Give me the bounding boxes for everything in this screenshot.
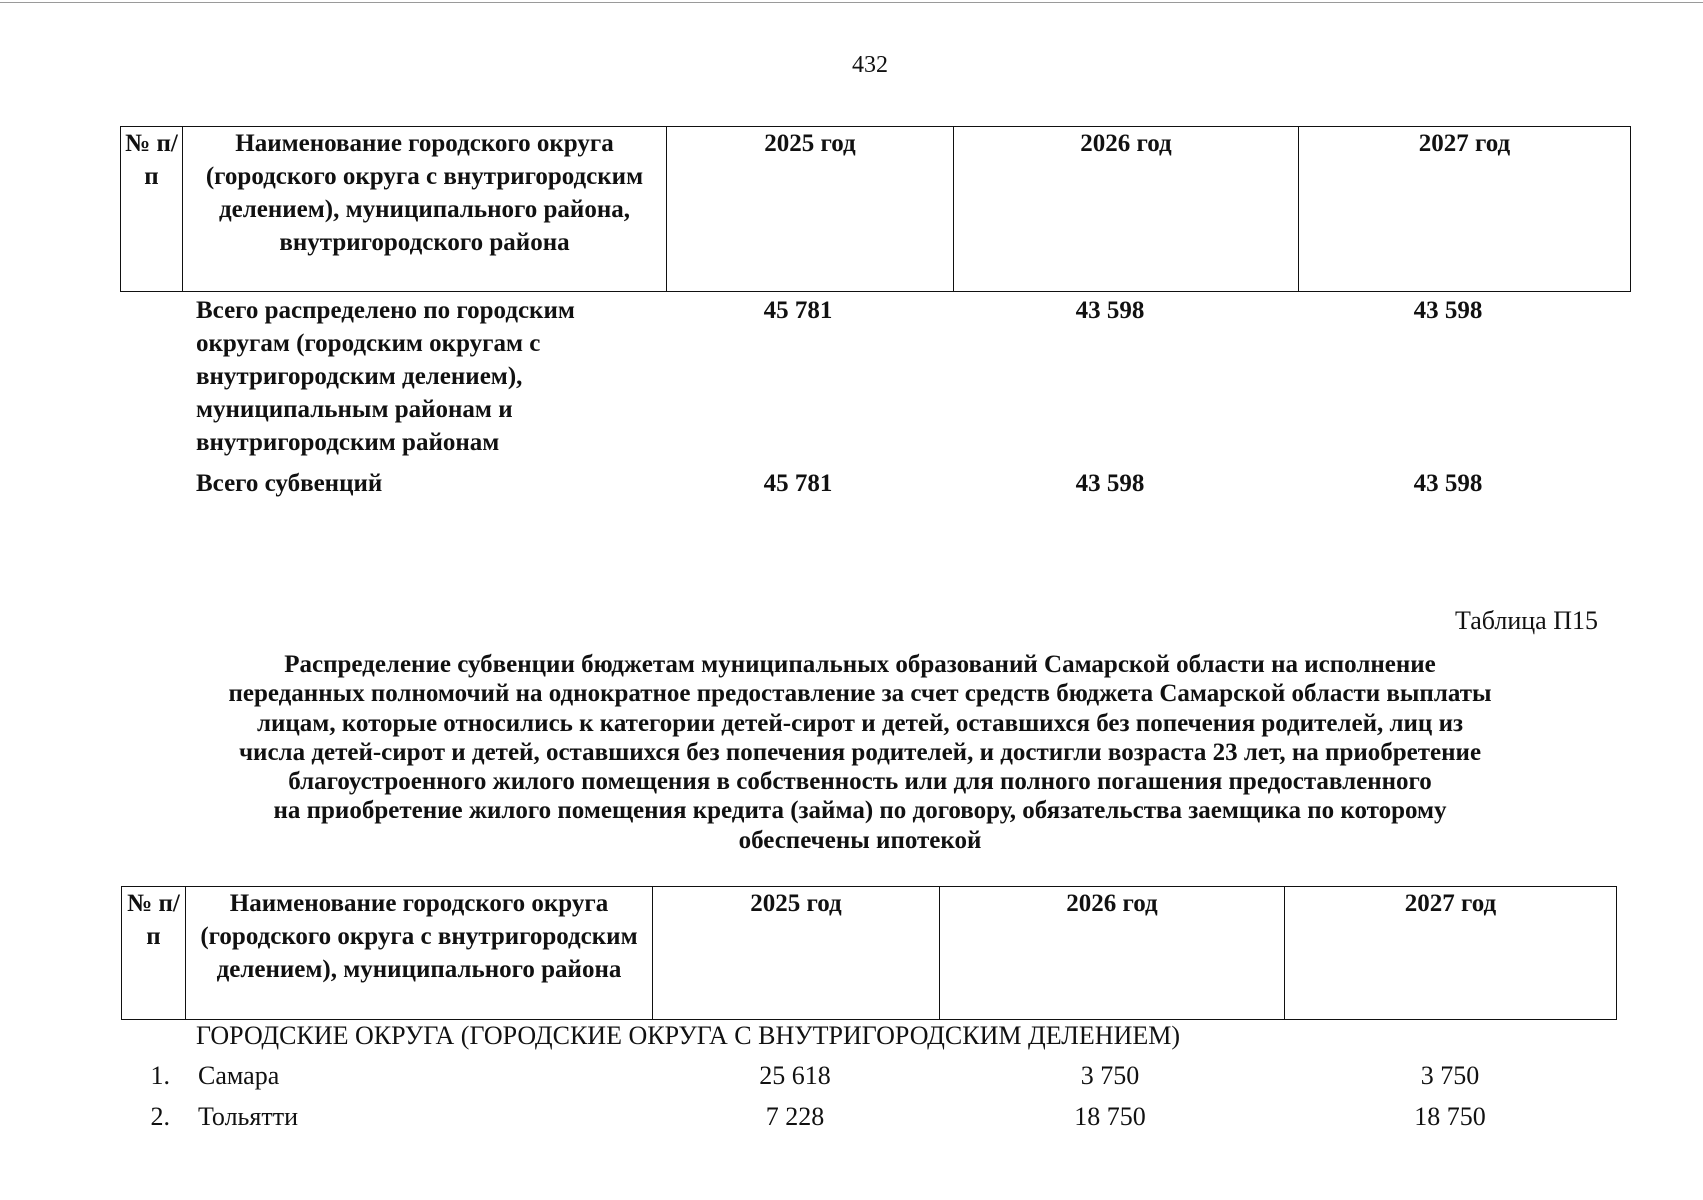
table-caption: Таблица П15 <box>1455 606 1598 635</box>
row-name: Тольятти <box>198 1102 299 1131</box>
total-distributed-2026: 43 598 <box>1075 297 1145 324</box>
row-index: 2. <box>150 1102 170 1131</box>
table2-header <box>121 886 1617 1020</box>
header-name-col: Наименование городского округа (городского округа с внутригородским делением), муниципального района <box>186 887 653 1020</box>
total-subventions-2027: 43 598 <box>1413 470 1483 497</box>
page-number: 432 <box>852 52 888 78</box>
row-value-2027: 3 750 <box>1420 1061 1480 1090</box>
row-value-2025: 25 618 <box>759 1061 831 1090</box>
row-name: Самара <box>198 1061 280 1090</box>
total-distributed-2025: 45 781 <box>763 297 833 324</box>
total-distributed-2027: 43 598 <box>1413 297 1483 324</box>
section-title <box>140 650 1580 855</box>
row-index: 1. <box>150 1061 170 1090</box>
header-year-2025: 2025 год <box>653 887 940 1020</box>
table1-header <box>120 126 1631 292</box>
row-value-2026: 18 750 <box>1074 1102 1146 1131</box>
row-value-2027: 18 750 <box>1414 1102 1486 1131</box>
section-title-line: благоустроенного жилого помещения в собственность или для полного погашения предоставленного <box>288 768 1432 796</box>
header-year-2026: 2026 год <box>940 887 1285 1020</box>
total-distributed-label: Всего распределено по городским округам (городским округам с внутригородским делением), муниципальным районам и внутригородским районам <box>196 297 575 456</box>
header-number-col: № п/п <box>121 127 183 292</box>
section-title-line: Распределение субвенции бюджетам муниципальных образований Самарской области на исполнение <box>284 651 1436 678</box>
header-year-2025: 2025 год <box>667 127 954 292</box>
total-subventions-label: Всего субвенций <box>196 470 383 497</box>
section-title-line: числа детей-сирот и детей, оставшихся без попечения родителей, и достигли возраста 23 лет, на приобретение <box>238 738 1482 766</box>
section-title-line: обеспечены ипотекой <box>738 826 982 854</box>
row-value-2026: 3 750 <box>1080 1061 1140 1090</box>
section-title-line: лицам, которые относились к категории детей-сирот и детей, оставшихся без попечения родителей, лиц из <box>256 709 1464 737</box>
header-year-2027: 2027 год <box>1299 127 1631 292</box>
header-number-col: № п/п <box>122 887 186 1020</box>
table2-header-row <box>122 887 1617 1020</box>
table1-header-row <box>121 127 1631 292</box>
section-title-line: переданных полномочий на однократное предоставление за счет средств бюджета Самарской области выплаты <box>228 680 1492 708</box>
total-subventions-2025: 45 781 <box>763 470 833 497</box>
header-year-2026: 2026 год <box>954 127 1299 292</box>
section-title-line: на приобретение жилого помещения кредита (займа) по договору, обязательства заемщика по которому <box>273 797 1447 825</box>
top-rule <box>0 2 1703 3</box>
group-header: ГОРОДСКИЕ ОКРУГА (ГОРОДСКИЕ ОКРУГА С ВНУТРИГОРОДСКИМ ДЕЛЕНИЕМ) <box>196 1021 1181 1050</box>
row-value-2025: 7 228 <box>765 1102 825 1131</box>
header-name-col: Наименование городского округа (городского округа с внутригородским делением), муниципального района, внутригородского района <box>183 127 667 292</box>
header-year-2027: 2027 год <box>1285 887 1617 1020</box>
total-subventions-2026: 43 598 <box>1075 470 1145 497</box>
